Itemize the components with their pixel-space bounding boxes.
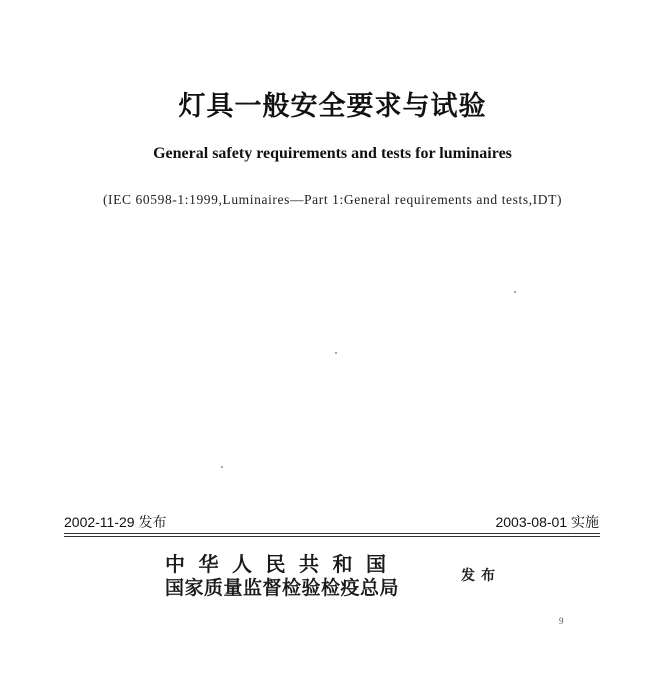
scan-speck <box>335 352 337 354</box>
standard-equivalence-note: (IEC 60598-1:1999,Luminaires—Part 1:General requirements and tests,IDT) <box>102 192 563 207</box>
document-title-chinese: 灯具一般安全要求与试验 <box>178 91 487 122</box>
issuing-authority <box>165 552 455 600</box>
issuer-agency: 国家质量监督检验检疫总局 <box>165 577 400 599</box>
document-title-english: General safety requirements and tests for luminaires <box>153 145 512 162</box>
publish-label: 发布 <box>461 568 501 584</box>
issuer-country: 中华人民共和国 <box>165 552 400 576</box>
implementation-date: 2003-08-01 实施 <box>495 514 599 530</box>
scan-speck <box>221 466 223 468</box>
issue-date: 2002-11-29 发布 <box>64 514 167 530</box>
divider-line <box>64 533 600 534</box>
scan-speck <box>514 291 516 293</box>
divider-line <box>64 536 600 537</box>
page-number: 9 <box>559 616 564 626</box>
